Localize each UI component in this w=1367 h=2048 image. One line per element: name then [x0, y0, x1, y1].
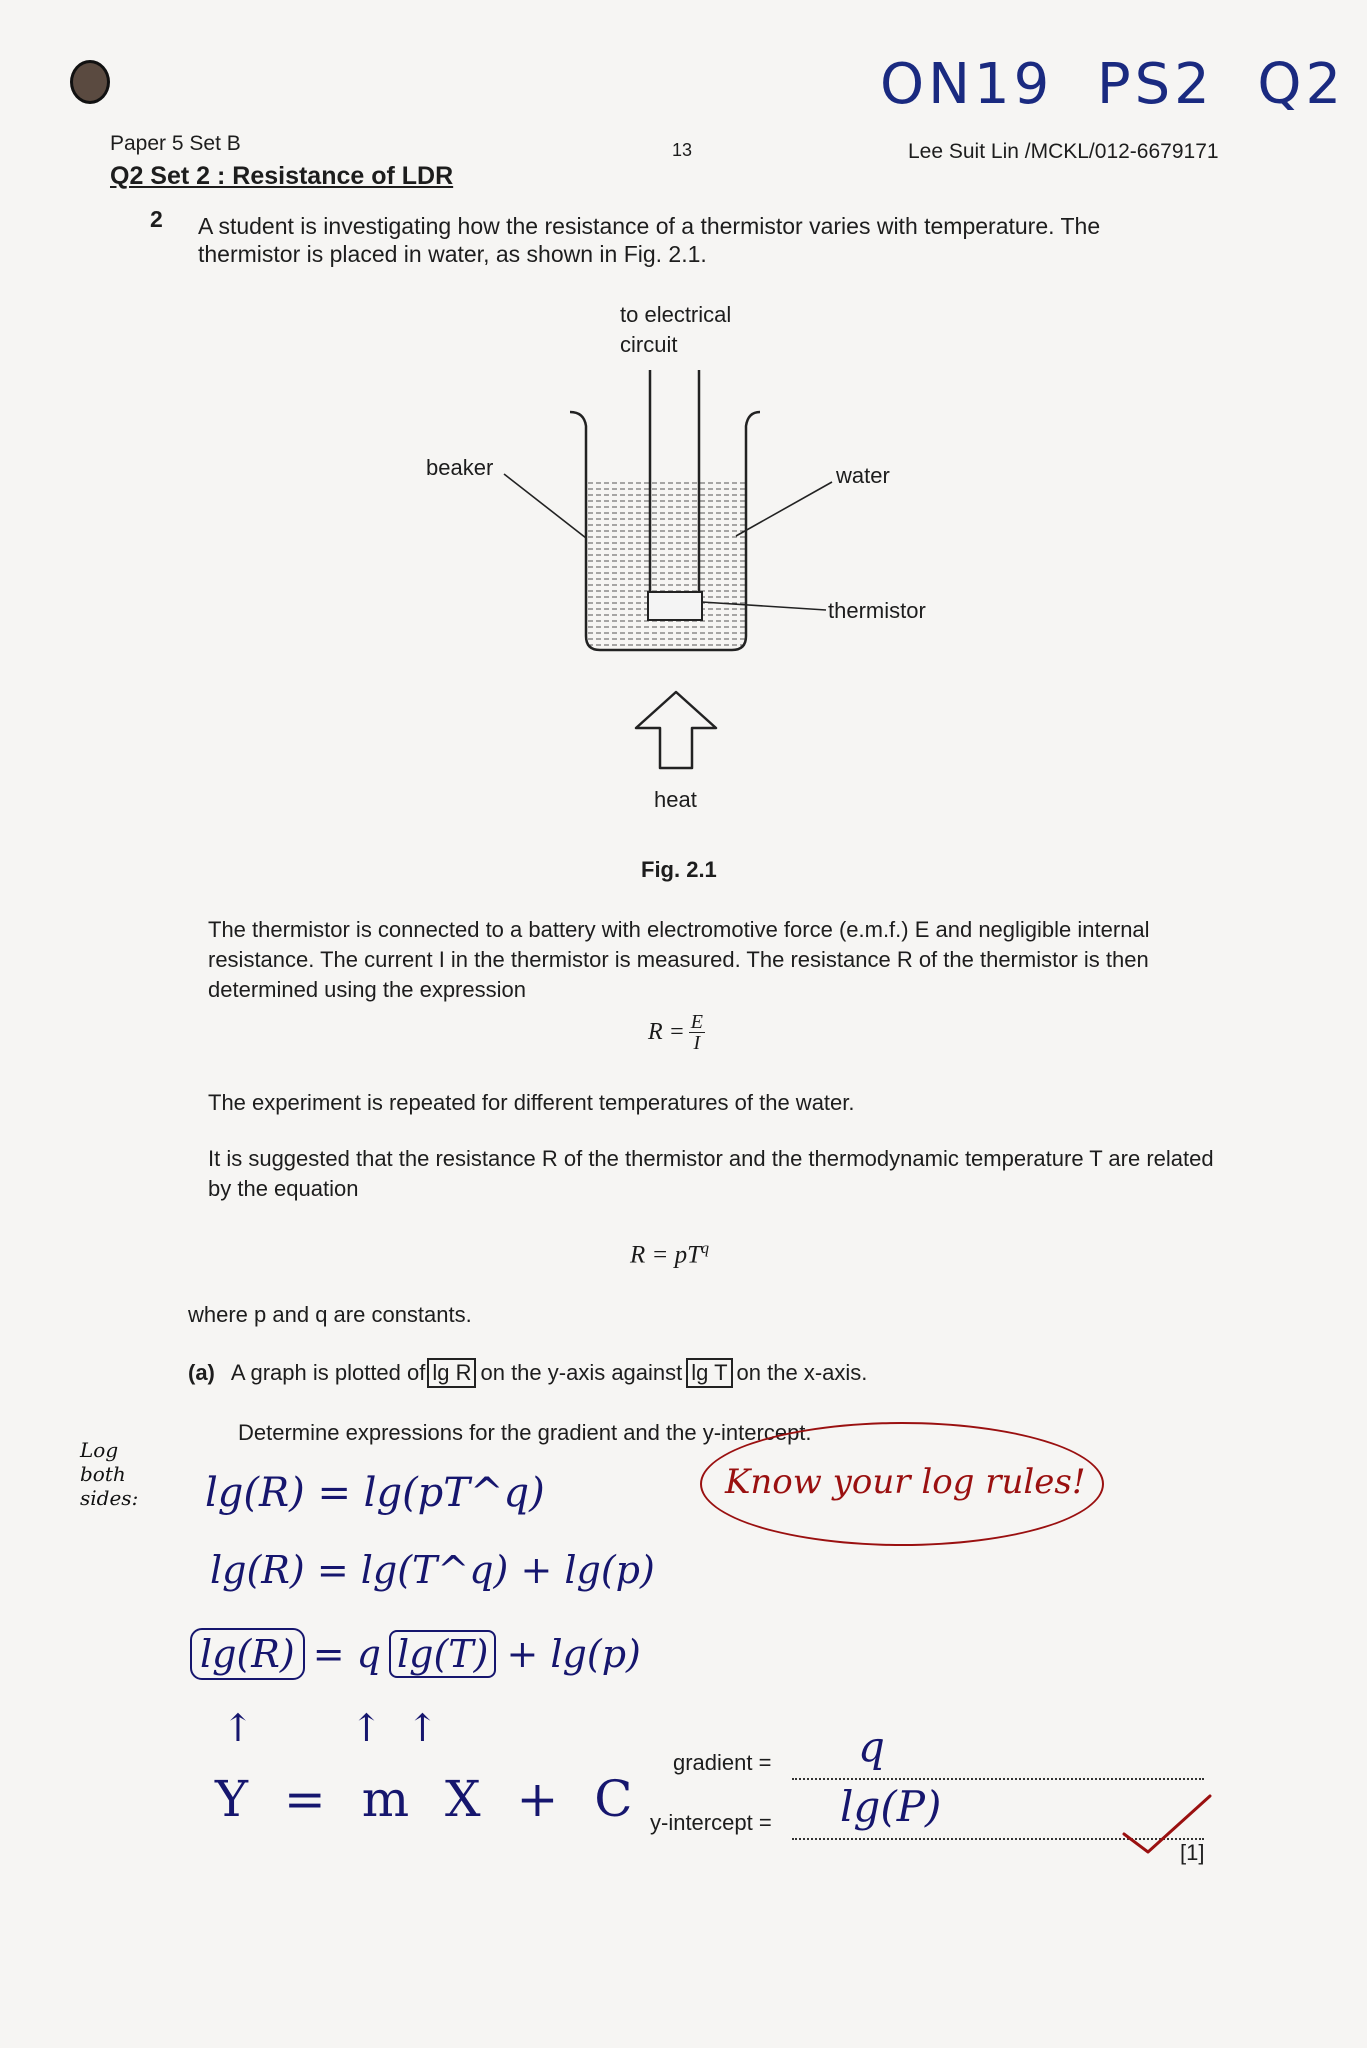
marks-label: [1] — [1180, 1840, 1205, 1865]
gradient-answer-line — [792, 1752, 1204, 1780]
part-a-question — [188, 1358, 867, 1388]
equation-r-ei — [648, 1012, 705, 1053]
water-fill — [586, 480, 746, 650]
red-note-text: Know your log rules! — [725, 1462, 1086, 1502]
eq1-denominator: I — [693, 1032, 701, 1054]
eq1-numerator: E — [690, 1011, 703, 1033]
label-water: water — [836, 463, 890, 488]
eq2-main: R = pT — [630, 1241, 702, 1269]
gradient-answer: q — [858, 1722, 885, 1771]
question-intro: A student is investigating how the resistance of a thermistor varies with temperature. The thermistor is placed in water, as shown in Fig. 2.1. — [198, 213, 1101, 267]
eq2-exponent: q — [701, 1240, 710, 1257]
gradient-label: gradient = — [673, 1750, 772, 1775]
paragraph-constants: where p and q are constants. — [188, 1302, 472, 1327]
y-intercept-text: y-intercept = — [650, 1810, 772, 1835]
part-a-instruction: Determine expressions for the gradient and the y-intercept. — [238, 1420, 812, 1445]
question-number: 2 — [150, 206, 163, 232]
heat-arrow-icon — [636, 692, 716, 768]
paragraph-repeat: The experiment is repeated for different temperatures of the water. — [208, 1090, 855, 1115]
paragraph-suggested: It is suggested that the resistance R of the thermistor and the thermodynamic temperature T are related by the equation — [208, 1146, 1214, 1201]
figure-caption: Fig. 2.1 — [641, 857, 717, 882]
working-line-2: lg(R) = lg(T^q) + lg(p) — [210, 1548, 655, 1592]
eq1-lhs: R = — [648, 1019, 685, 1045]
hole-punch-mark — [70, 60, 110, 104]
part-a-text-pre: A graph is plotted of — [230, 1360, 426, 1385]
beaker-diagram — [380, 360, 940, 780]
boxed-lg-t: lg T — [686, 1358, 732, 1388]
leader-beaker — [504, 474, 586, 538]
intercept-answer: lg(P) — [840, 1782, 942, 1831]
part-a-label: (a) — [188, 1360, 215, 1385]
label-beaker: beaker — [426, 455, 494, 480]
working-equals-q: = q — [312, 1632, 381, 1676]
thermistor-body — [648, 592, 702, 620]
side-note-log-both-sides: Log both sides: — [80, 1438, 139, 1510]
paragraph-emf: The thermistor is connected to a battery with electromotive force (e.m.f.) E and negligible internal resistance. The current I in the thermistor is measured. The resistance R of the thermistor is then determined using the expression — [208, 917, 1150, 1002]
paper-label: Paper 5 Set B — [110, 132, 241, 155]
working-arrows: ↑ ↑ ↑ — [222, 1706, 439, 1750]
working-boxed-lg-r: lg(R) — [190, 1628, 305, 1680]
leader-water — [736, 482, 832, 536]
label-thermistor: thermistor — [828, 598, 926, 623]
handwritten-reference: ON19 PS2 Q2 — [880, 52, 1346, 117]
label-to-electrical: to electrical — [620, 302, 732, 327]
page-number: 13 — [672, 140, 693, 160]
part-a-text-post: on the x-axis. — [736, 1360, 868, 1385]
working-plus-lg-p: + lg(p) — [506, 1632, 641, 1676]
label-circuit: circuit — [620, 332, 678, 357]
part-a-text-mid: on the y-axis against — [480, 1360, 683, 1385]
working-line-3 — [190, 1628, 641, 1680]
boxed-lg-r: lg R — [427, 1358, 476, 1388]
section-title: Q2 Set 2 : Resistance of LDR — [110, 162, 454, 190]
working-line-1: lg(R) = lg(pT^q) — [205, 1470, 545, 1516]
author-label: Lee Suit Lin /MCKL/012-6679171 — [908, 140, 1219, 163]
equation-r-ptq — [630, 1240, 709, 1269]
working-line-4: Y = m X + C — [215, 1770, 643, 1828]
working-boxed-lg-t: lg(T) — [389, 1630, 496, 1678]
label-heat: heat — [654, 787, 697, 812]
y-intercept-label — [650, 1810, 772, 1836]
